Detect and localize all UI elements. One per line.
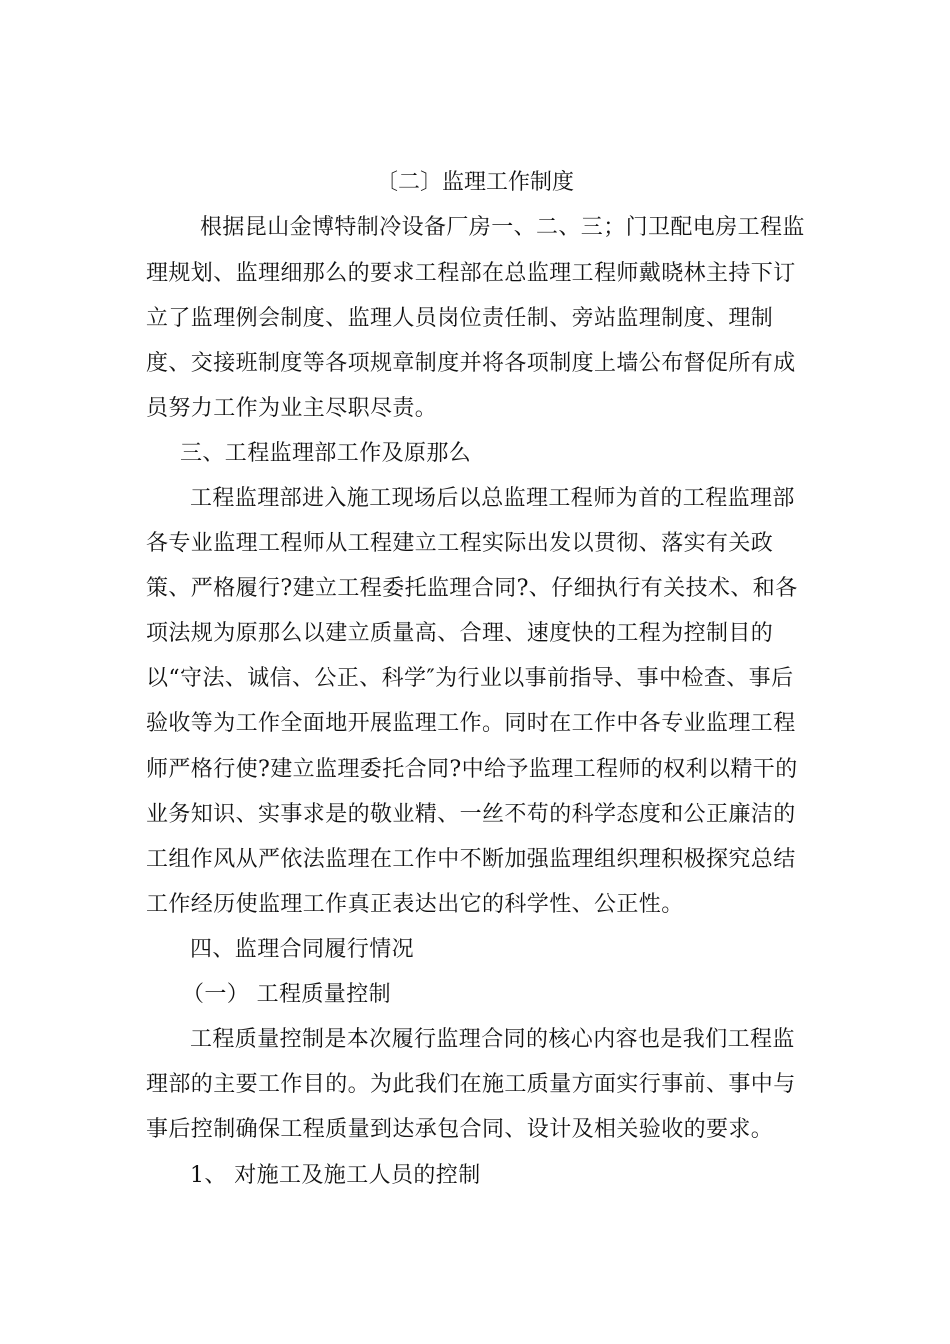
heading-section-four: 四、监理合同履行情况 — [190, 937, 415, 962]
paragraph-line: 各专业监理工程师从工程建立工程实际出发以贯彻、落实有关政 — [146, 531, 774, 556]
paragraph-line: 验收等为工作全面地开展监理工作。同时在工作中各专业监理工程 — [146, 711, 796, 736]
paragraph-line: 员努力工作为业主尽职尽责。 — [146, 396, 438, 421]
paragraph-line: 工程监理部进入施工现场后以总监理工程师为首的工程监理部 — [190, 486, 795, 511]
paragraph-line: 师严格行使?建立监理委托合同?中给予监理工程师的权利以精干的 — [146, 757, 798, 782]
paragraph-line: 根据昆山金博特制冷设备厂房一、二、三；门卫配电房工程监 — [200, 215, 805, 240]
paragraph-line: 理规划、监理细那么的要求工程部在总监理工程师戴晓林主持下订 — [146, 261, 796, 286]
paragraph-line: 工作经历使监理工作真正表达出它的科学性、公正性。 — [146, 892, 684, 917]
paragraph-line: 立了监理例会制度、监理人员岗位责任制、旁站监理制度、理制 — [146, 306, 774, 331]
paragraph-line: 策、严格履行?建立工程委托监理合同?、仔细执行有关技术、和各 — [146, 576, 798, 601]
paragraph-line: 事后控制确保工程质量到达承包合同、设计及相关验收的要求。 — [146, 1117, 774, 1142]
heading-section-three: 三、工程监理部工作及原那么 — [180, 441, 472, 466]
paragraph-line: 理部的主要工作目的。为此我们在施工质量方面实行事前、事中与 — [146, 1072, 796, 1097]
paragraph-line: 业务知识、实事求是的敬业精、一丝不苟的科学态度和公正廉洁的 — [146, 802, 796, 827]
section-title: 〔二〕监理工作制度 — [375, 170, 574, 195]
paragraph-line: 工程质量控制是本次履行监理合同的核心内容也是我们工程监 — [190, 1027, 795, 1052]
paragraph-line: 项法规为原那么以建立质量高、合理、速度快的工程为控制目的 — [146, 621, 774, 646]
list-item-construction-personnel: 1、 对施工及施工人员的控制 — [190, 1163, 481, 1188]
subheading-quality-control: （一） 工程质量控制 — [182, 982, 391, 1007]
paragraph-line: 度、交接班制度等各项规章制度并将各项制度上墙公布督促所有成 — [146, 351, 796, 376]
paragraph-line: 工组作风从严依法监理在工作中不断加强监理组织理积极探究总结 — [146, 847, 796, 872]
paragraph-line: 以“守法、诚信、公正、科学″为行业以事前指导、事中检查、事后 — [146, 666, 794, 691]
